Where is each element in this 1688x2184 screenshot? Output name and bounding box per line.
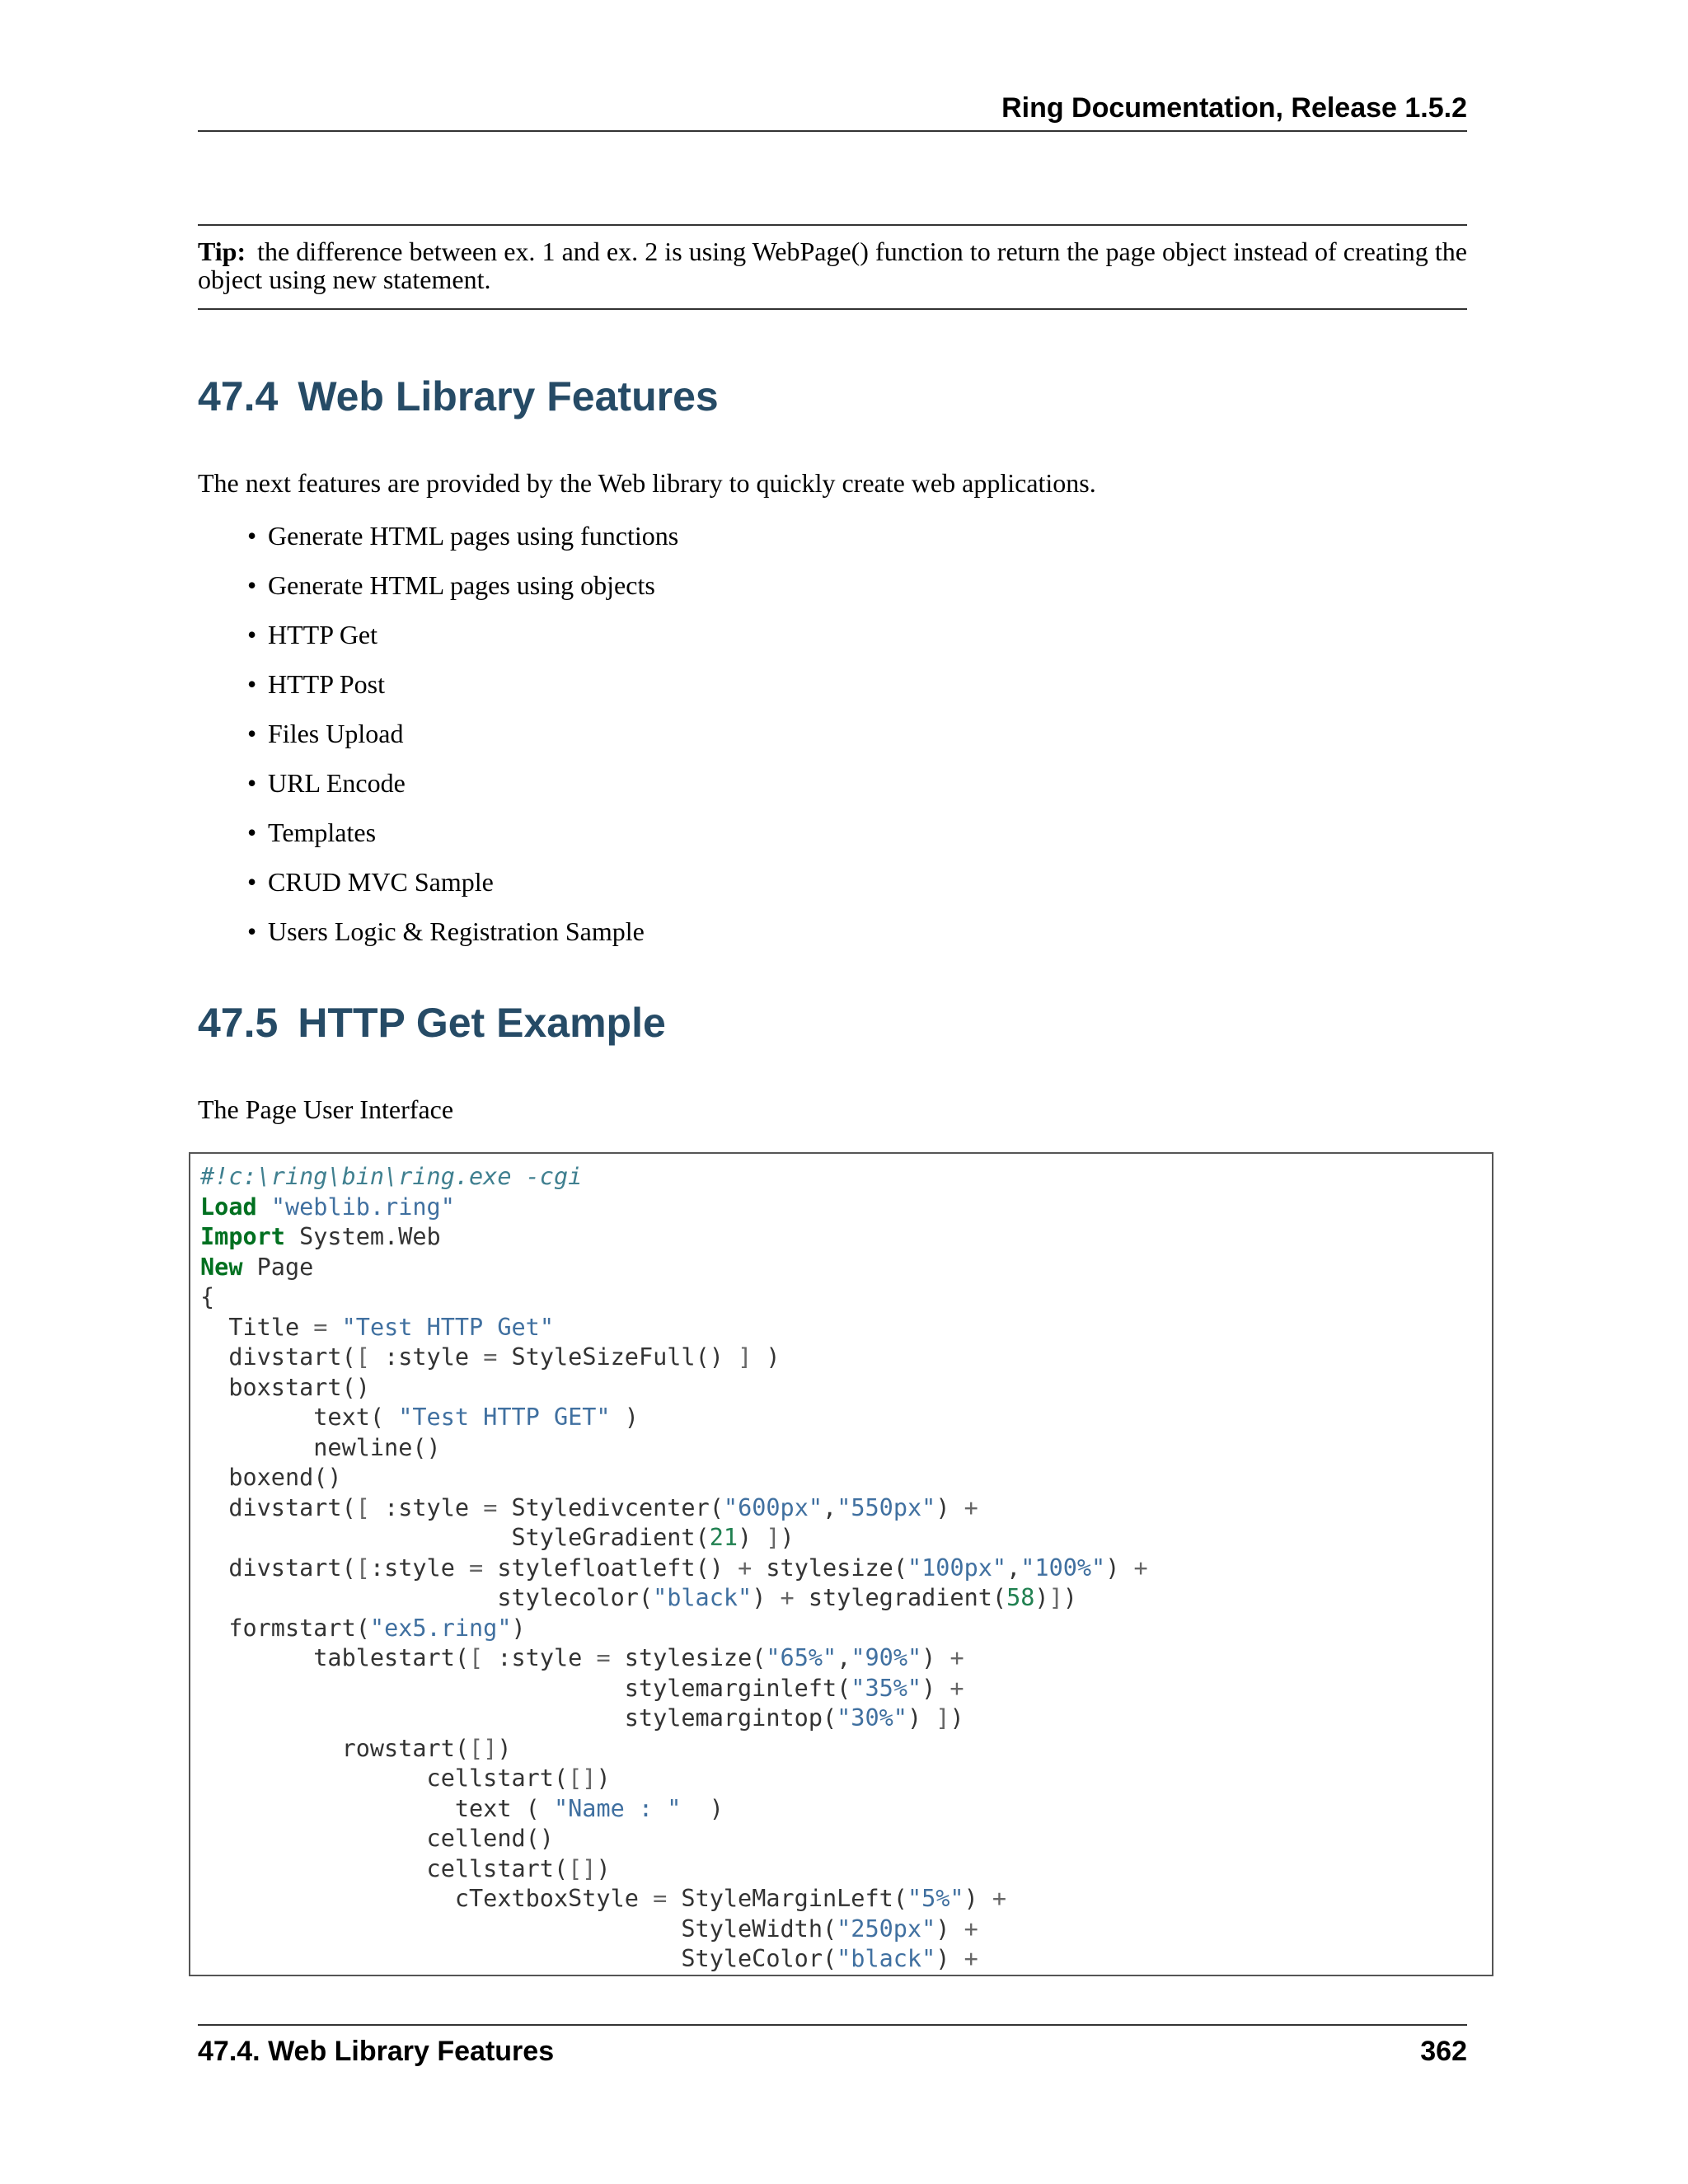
list-item (247, 865, 678, 915)
page-number: 362 (1420, 2036, 1467, 2067)
code-line: StyleGradient(21) ]) (200, 1524, 795, 1551)
list-item (247, 618, 678, 668)
list-item (247, 717, 678, 766)
code-line: text ( "Name : " ) (200, 1794, 724, 1822)
section-title-text: Web Library Features (298, 373, 719, 419)
code-line: cellstart([]) (200, 1765, 611, 1792)
features-intro: The next features are provided by the Web library to quickly create web applications. (198, 468, 1096, 498)
list-item-text: Users Logic & Registration Sample (268, 916, 645, 946)
tip-text: the difference between ex. 1 and ex. 2 is using WebPage() function to return the page object instead of creating the object using new statement. (198, 237, 1467, 294)
code-line: Load "weblib.ring" (200, 1193, 455, 1221)
footer-rule (198, 2024, 1467, 2026)
list-item-text: URL Encode (268, 768, 406, 798)
list-item (247, 766, 678, 816)
bullet-icon: • (247, 916, 257, 946)
tip-admonition (198, 224, 1467, 310)
bullet-icon: • (247, 669, 257, 699)
code-line: New Page (200, 1253, 314, 1281)
list-item-text: Generate HTML pages using objects (268, 570, 655, 600)
list-item-text: Templates (268, 818, 377, 847)
code-line: stylemarginleft("35%") + (200, 1674, 964, 1702)
code-line: #!c:\ring\bin\ring.exe -cgi (200, 1163, 583, 1190)
section-title-web-library-features (198, 373, 719, 420)
footer-section-name: 47.4. Web Library Features (198, 2036, 555, 2067)
code-block (189, 1152, 1493, 1976)
code-line: StyleWidth("250px") + (200, 1915, 978, 1943)
bullet-icon: • (247, 768, 257, 798)
list-item (247, 569, 678, 618)
bullet-icon: • (247, 620, 257, 649)
code-line: cellstart([]) (200, 1854, 611, 1882)
code-line: divstart([:style = stylefloatleft() + stylesize("100px","100%") + (200, 1554, 1148, 1582)
list-item-text: HTTP Get (268, 620, 378, 649)
code-line: boxstart() (200, 1373, 370, 1401)
code-line: { (200, 1283, 215, 1310)
bullet-icon: • (247, 521, 257, 551)
code-line: text( "Test HTTP GET" ) (200, 1404, 639, 1431)
section-title-text: HTTP Get Example (298, 1000, 666, 1046)
list-item-text: Files Upload (268, 719, 404, 748)
section-title-http-get-example (198, 999, 666, 1047)
section-number: 47.4 (198, 373, 279, 419)
code-line: StyleColor("black") + (200, 1945, 978, 1972)
bullet-icon: • (247, 818, 257, 847)
bullet-icon: • (247, 867, 257, 897)
list-item-text: HTTP Post (268, 669, 385, 699)
code-line: newline() (200, 1433, 441, 1461)
list-item (247, 816, 678, 865)
code-line: boxend() (200, 1464, 342, 1491)
list-item-text: Generate HTML pages using functions (268, 521, 679, 551)
bullet-icon: • (247, 570, 257, 600)
list-item (247, 668, 678, 717)
code-line: divstart([ :style = StyleSizeFull() ] ) (200, 1343, 781, 1371)
code-line: Import System.Web (200, 1223, 441, 1250)
code-line: tablestart([ :style = stylesize("65%","90%") + (200, 1644, 964, 1671)
http-get-intro: The Page User Interface (198, 1094, 454, 1124)
header-rule (198, 130, 1467, 132)
code-line: stylecolor("black") + stylegradient(58)]) (200, 1584, 1077, 1611)
running-header: Ring Documentation, Release 1.5.2 (1001, 92, 1467, 124)
section-number: 47.5 (198, 1000, 279, 1046)
list-item-text: CRUD MVC Sample (268, 867, 494, 897)
code-line: cTextboxStyle = StyleMarginLeft("5%") + (200, 1885, 1007, 1912)
code-line: stylemargintop("30%") ]) (200, 1704, 964, 1732)
bullet-icon: • (247, 719, 257, 748)
code-line: rowstart([]) (200, 1734, 512, 1762)
feature-list (247, 519, 678, 964)
code-line: formstart("ex5.ring") (200, 1614, 526, 1642)
list-item (247, 915, 678, 964)
code-line: Title = "Test HTTP Get" (200, 1313, 555, 1341)
list-item (247, 519, 678, 569)
code-line: cellend() (200, 1825, 554, 1852)
tip-label: Tip: (198, 237, 246, 266)
code-line: divstart([ :style = Styledivcenter("600px","550px") + (200, 1493, 978, 1521)
